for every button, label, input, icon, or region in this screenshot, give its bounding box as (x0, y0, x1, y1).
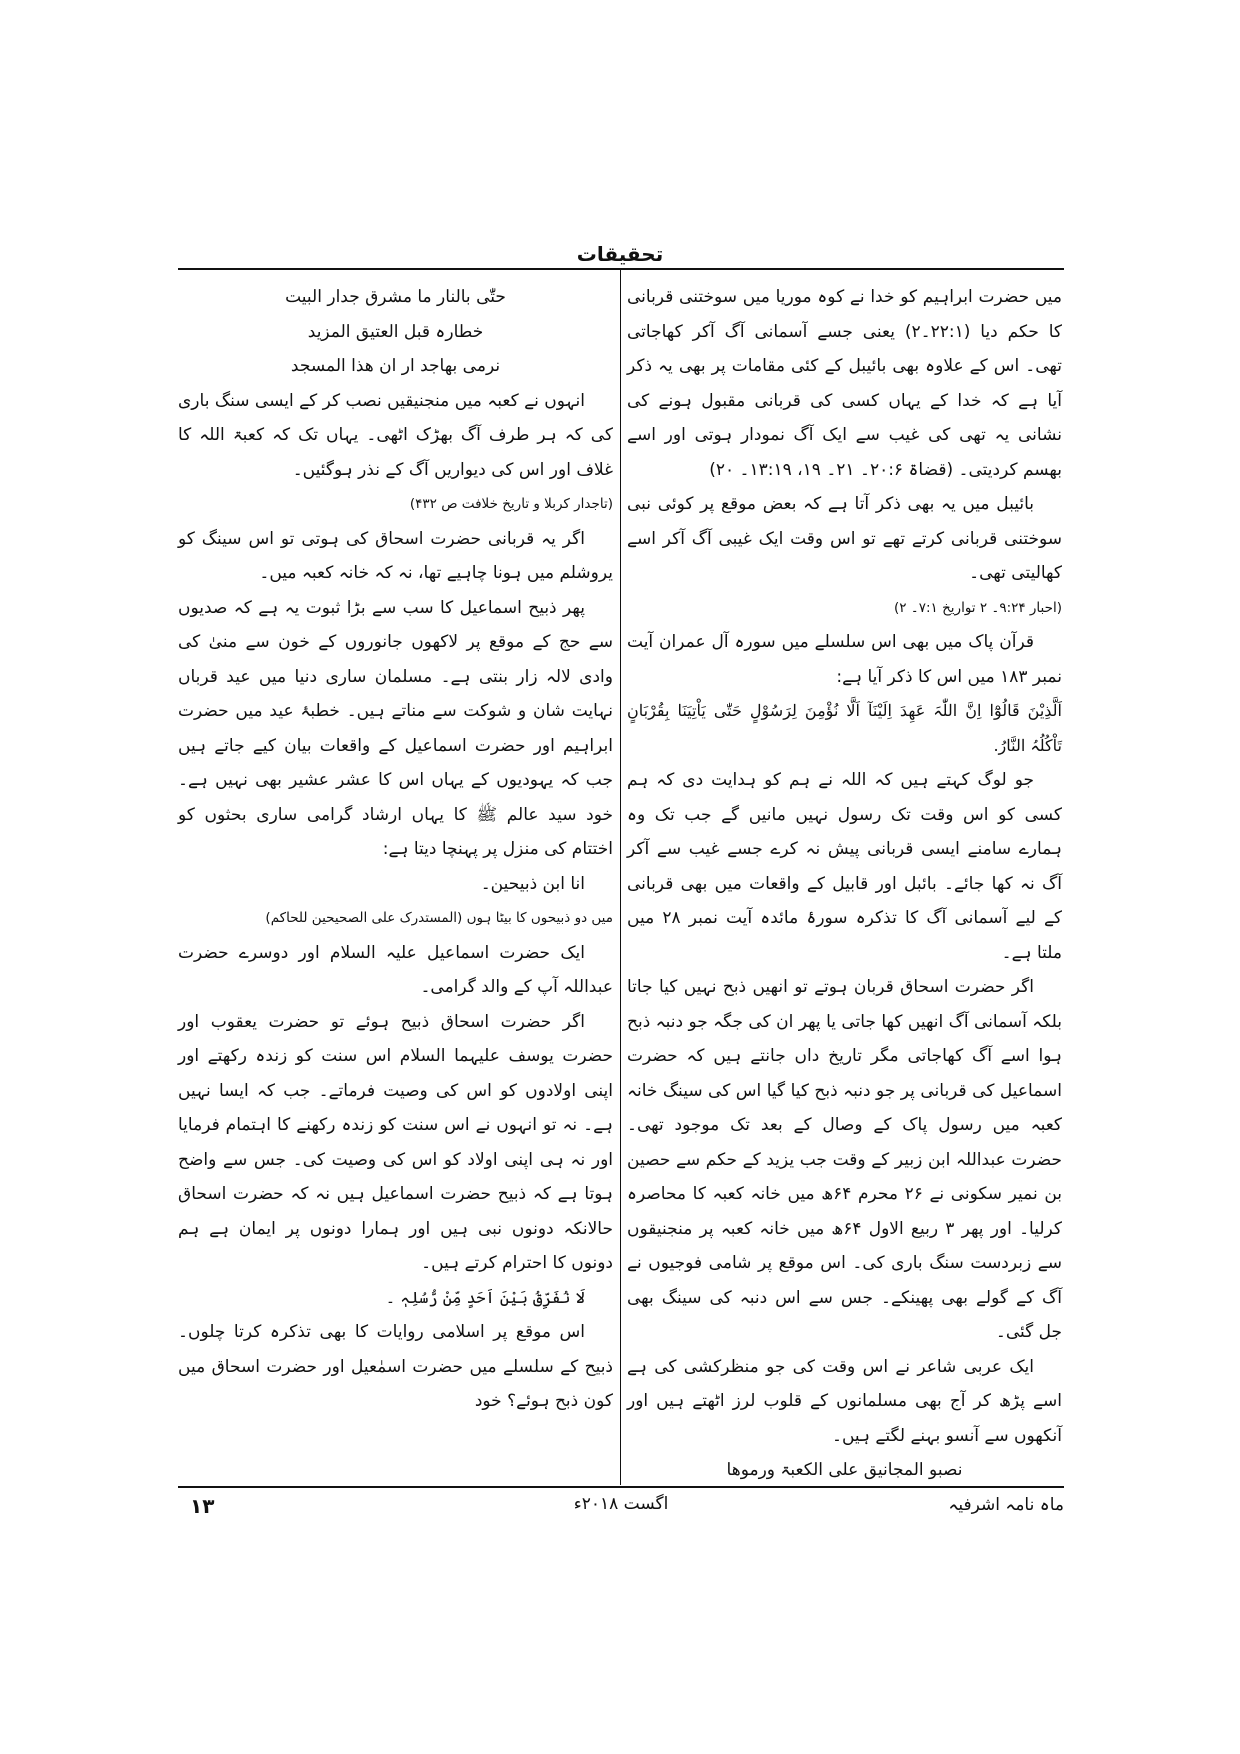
paragraph: اگر حضرت اسحاق ذبیح ہوئے تو حضرت یعقوب اور حضرت یوسف علیہما السلام اس سنت کو زندہ رکھتے اور اپنی اولادوں کو اس کی وصیت فرماتے۔ جب کہ ایسا نہیں ہے۔ نہ تو انہوں نے اس سنت کو زندہ رکھنے کا اہتمام فرمایا اور نہ ہی اپنی اولاد کو اس کی وصیت کی۔ جس سے واضح ہوتا ہے کہ ذبیح حضرت اسماعیل ہیں نہ کہ حضرت اسحاق حالانکہ دونوں نبی ہیں اور ہمارا دونوں پر ایمان ہے ہم دونوں کا احترام کرتے ہیں۔ (178, 1011, 613, 1273)
footer-rule (178, 1486, 1064, 1488)
arabic-poem-line: نرمی بھاجد ار ان ھذا المسجد (290, 356, 501, 376)
page-footer (178, 1494, 1064, 1528)
left-column (178, 280, 613, 1419)
paragraph: جو لوگ کہتے ہیں کہ اللہ نے ہم کو ہدایت دی کہ ہم کسی کو اس وقت تک رسول نہیں مانیں گے جب تک وہ ہمارے سامنے ایسی قربانی پیش نہ کرے جسے غیب سے آکر آگ نہ کھا جائے۔ بائبل اور قابیل کے واقعات میں بھی قربانی کے لیے آسمانی آگ کا تذکرہ سورۂ مائدہ آیت نمبر ۲۸ میں ملتا ہے۔ (627, 770, 1062, 963)
hadith-text: انا ابن ذبیحین۔ (480, 873, 585, 894)
paragraph: اس موقع پر اسلامی روایات کا بھی تذکرہ کرتا چلوں۔ ذبیح کے سلسلے میں حضرت اسمٰعیل اور حضرت اسحاق میں کون ذبح ہوئے؟ خود (178, 1322, 613, 1411)
issue-date: اگست ۲۰۱۸ء (573, 1494, 669, 1514)
paragraph: اگر یہ قربانی حضرت اسحاق کی ہوتی تو اس سینگ کو یروشلم میں ہونا چاہیے تھا، نہ کہ خانہ کعبہ میں۔ (178, 528, 613, 583)
hadith-translation: میں دو ذبیحوں کا بیٹا ہوں (المستدرک علی الصحیحین للحاکم) (265, 910, 613, 926)
paragraph: انہوں نے کعبہ میں منجنیقیں نصب کر کے ایسی سنگ باری کی کہ ہر طرف آگ بھڑک اٹھی۔ یہاں تک کہ کعبۃ اللہ کا غلاف اور اس کی دیواریں آگ کے نذر ہوگئیں۔ (178, 390, 613, 480)
paragraph: میں حضرت ابراہیم کو خدا نے کوہ موریا میں سوختنی قربانی کا حکم دیا (۲۲:۱۔۲) یعنی جسے آسمانی آگ آکر کھاجاتی تھی۔ اس کے علاوہ بھی بائیبل کے کئی مقامات پر بھی یہ ذکر آیا ہے کہ خدا کے یہاں کسی کی قربانی مقبول ہونے کی نشانی یہ تھی کی غیب سے ایک آگ نمودار ہوتی اور اسے بھسم کردیتی۔ (قضاۃ ۲۰:۶۔ ۲۱۔ ۱۹، ۱۳:۱۹۔ ۲۰) (627, 287, 1062, 480)
column-divider (620, 270, 621, 1485)
paragraph: ایک عربی شاعر نے اس وقت کی جو منظرکشی کی ہے اسے پڑھ کر آج بھی مسلمانوں کے قلوب لرز اٹھتے ہیں اور آنکھوں سے آنسو بہنے لگتے ہیں۔ (627, 1356, 1062, 1446)
quran-verse: لَا نُفَرِّقُ بَیْنَ اَحَدٍ مِّنْ رُّسُلِہٖ ۔ (385, 1287, 585, 1307)
page-number: ۱۳ (190, 1494, 215, 1518)
section-header-title: تحقیقات (576, 242, 664, 266)
reference-citation: (تاجدار کربلا و تاریخ خلافت ص ۴۳۲) (409, 496, 613, 512)
header-rule (178, 268, 1064, 270)
arabic-poem-line: نصبو المجانیق علی الکعبۃ ورموھا (726, 1460, 963, 1480)
paragraph: اگر حضرت اسحاق قربان ہوتے تو انھیں ذبح نہیں کیا جاتا بلکہ آسمانی آگ انھیں کھا جاتی یا پھر ان کی جگہ جو دنبہ ذبح ہوا اسے آگ کھاجاتی مگر تاریخ داں جانتے ہیں کہ حضرت اسماعیل کی قربانی پر جو دنبہ ذبح کیا گیا اس کی سینگ خانہ کعبہ میں رسول پاک کے وصال کے بعد تک موجود تھی۔ حضرت عبداللہ ابن زبیر کے وقت جب یزید کے حکم سے حصین بن نمیر سکونی نے ۲۶ محرم ۶۴ھ میں خانہ کعبہ کا محاصرہ کرلیا۔ اور پھر ۳ ربیع الاول ۶۴ھ میں خانہ کعبہ پر منجنیقوں سے زبردست سنگ باری کی۔ اس موقع پر شامی فوجیوں نے آگ کے گولے بھی پھینکے۔ جس سے اس دنبہ کی سینگ بھی جل گئی۔ (627, 977, 1062, 1342)
quran-verse: اَلَّذِیْنَ قَالُوْٓا اِنَّ اللّٰہَ عَھِدَ اِلَیْنَآ اَلَّا نُؤْمِنَ لِرَسُوْلٍ حَتّٰی یَاْتِیَنَا بِقُرْبَانٍ تَاْکُلُہُ النَّارُ. (627, 701, 1062, 755)
paragraph: پھر ذبیح اسماعیل کا سب سے بڑا ثبوت یہ ہے کہ صدیوں سے حج کے موقع پر لاکھوں جانوروں کے خون سے منیٰ کی وادی لالہ زار بنتی ہے۔ مسلمان ساری دنیا میں عید قرباں نہایت شان و شوکت سے مناتے ہیں۔ خطبۂ عید میں حضرت ابراہیم اور حضرت اسماعیل کے واقعات بیان کیے جاتے ہیں جب کہ یہودیوں کے یہاں اس کا عشر عشیر بھی نہیں ہے۔ خود سید عالم ﷺ کا یہاں ارشاد گرامی ساری بحثوں کو اختتام کی منزل پر پہنچا دیتا ہے: (178, 597, 613, 859)
arabic-poem-line: حتّٰی بالنار ما مشرق جدار البیت (285, 287, 506, 307)
paragraph: ایک حضرت اسماعیل علیہ السلام اور دوسرے حضرت عبداللہ آپ کے والد گرامی۔ (178, 942, 613, 997)
right-column (627, 280, 1062, 1488)
paragraph: بائیبل میں یہ بھی ذکر آتا ہے کہ بعض موقع پر کوئی نبی سوختنی قربانی کرتے تھے تو اس وقت ایک غیبی آگ آکر اسے کھالیتی تھی۔ (627, 494, 1062, 583)
arabic-poem-line: خطارہ قبل العتیق المزید (307, 321, 484, 342)
journal-name: ماہ نامہ اشرفیہ (948, 1495, 1064, 1515)
paragraph: قرآن پاک میں بھی اس سلسلے میں سورہ آل عمران آیت نمبر ۱۸۳ میں اس کا ذکر آیا ہے: (627, 632, 1062, 687)
reference-citation: (احبار ۹:۲۴۔ ۲ تواریخ ۷:۱۔ ۲) (893, 599, 1062, 616)
